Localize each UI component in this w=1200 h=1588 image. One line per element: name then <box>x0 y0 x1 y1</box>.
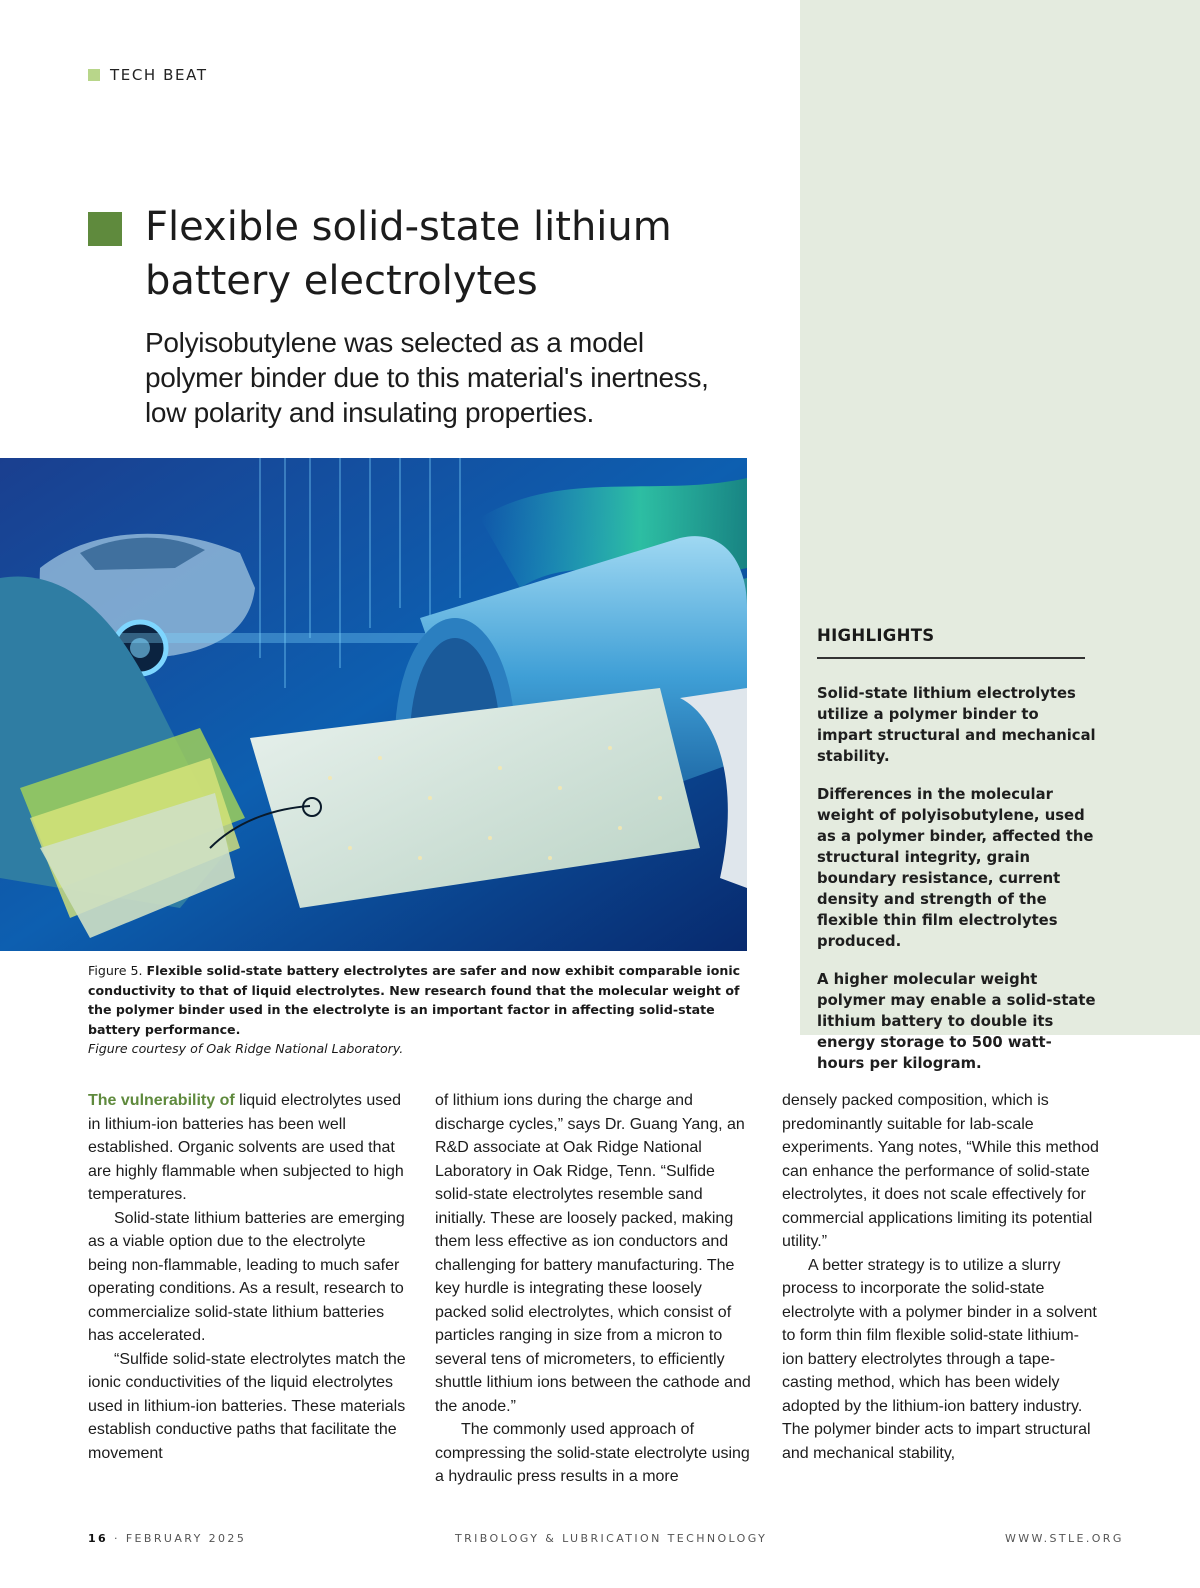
body-column-1 <box>88 1089 406 1465</box>
caption-credit: Figure courtesy of Oak Ridge National Laboratory. <box>88 1041 404 1056</box>
footer-separator: · <box>114 1532 120 1545</box>
highlight-item: Differences in the molecular weight of polyisobutylene, used as a polymer binder, affected the structural integrity, grain boundary resistance, current density and strength of the flexible thin film electrolytes produced. <box>817 786 1094 950</box>
caption-text: Flexible solid-state battery electrolytes are safer and now exhibit comparable ionic conductivity to that of liquid electrolytes. New research found that the molecular weight of the polymer binder used in the electrolyte is an important factor in affecting solid-state battery performance. <box>88 963 741 1037</box>
highlight-item: A higher molecular weight polymer may enable a solid-state lithium battery to double its energy storage to 500 watt-hours per kilogram. <box>817 971 1096 1072</box>
caption-label: Figure 5. <box>88 963 143 978</box>
figure-caption <box>88 961 748 1059</box>
section-tag-square-icon <box>88 69 100 81</box>
figure-illustration <box>0 458 747 951</box>
highlight-item: Solid-state lithium electrolytes utilize a polymer binder to impart structural and mechanical stability. <box>817 685 1096 765</box>
body-paragraph: of lithium ions during the charge and discharge cycles,” says Dr. Guang Yang, an R&D associate at Oak Ridge National Laboratory in Oak Ridge, Tenn. “Sulfide solid-state electrolytes resemble sand initially. These are loosely packed, making them less effective as ion conductors and challenging for battery manufacturing. The key hurdle is integrating these loosely packed solid electrolytes, which consist of particles ranging in size from a micron to several tens of micrometers, to efficiently shuttle lithium ions between the cathode and the anode.” <box>435 1092 751 1415</box>
section-tag-label: TECH BEAT <box>110 66 208 84</box>
body-column-2 <box>435 1089 753 1489</box>
body-paragraph: densely packed composition, which is predominantly suitable for lab-scale experiments. Yang notes, “While this method can enhance the performance of solid-state electrolytes, it does not scale effectively for commercial applications limiting its potential utility.” <box>782 1092 1099 1250</box>
footer-website: WWW.STLE.ORG <box>1005 1532 1124 1545</box>
footer-issue: FEBRUARY 2025 <box>125 1532 247 1545</box>
headline: Flexible solid-state lithium battery electrolytes <box>145 204 672 304</box>
highlights-divider <box>817 657 1085 659</box>
body-paragraph: Solid-state lithium batteries are emerging as a viable option due to the electrolyte being non-flammable, leading to much safer operating conditions. As a result, research to commercialize solid-state lithium batteries has accelerated. <box>88 1209 405 1344</box>
body-paragraph: “Sulfide solid-state electrolytes match the ionic conductivities of the liquid electrolytes used in lithium-ion batteries. These materials establish conductive paths that facilitate the movement <box>88 1350 406 1462</box>
highlights-list <box>817 683 1097 1091</box>
page-number: 16 <box>88 1532 109 1545</box>
body-paragraph-text: liquid electrolytes used in lithium-ion batteries has been well established. Organic solvents are used that are highly flammable when subjected to high temperatures. <box>88 1092 404 1203</box>
body-paragraph <box>88 1089 406 1207</box>
body-paragraph: A better strategy is to utilize a slurry process to incorporate the solid-state electrolyte with a polymer binder in a solvent to form thin film flexible solid-state lithium-ion battery electrolytes through a tape-casting method, which has been widely adopted by the lithium-ion battery industry. The polymer binder acts to impart structural and mechanical stability, <box>782 1256 1097 1462</box>
highlights-title: HIGHLIGHTS <box>817 626 935 645</box>
section-tag <box>88 66 208 84</box>
footer-folio <box>88 1532 246 1545</box>
body-paragraph: The commonly used approach of compressing the solid-state electrolyte using a hydraulic press results in a more <box>435 1421 750 1485</box>
lead-in: The vulnerability of <box>88 1092 235 1109</box>
body-column-3 <box>782 1089 1100 1465</box>
headline-square-icon <box>88 212 122 246</box>
footer-publication: TRIBOLOGY & LUBRICATION TECHNOLOGY <box>455 1532 768 1545</box>
deck-subtitle: Polyisobutylene was selected as a model polymer binder due to this material's inertness, low polarity and insulating properties. <box>145 327 709 428</box>
